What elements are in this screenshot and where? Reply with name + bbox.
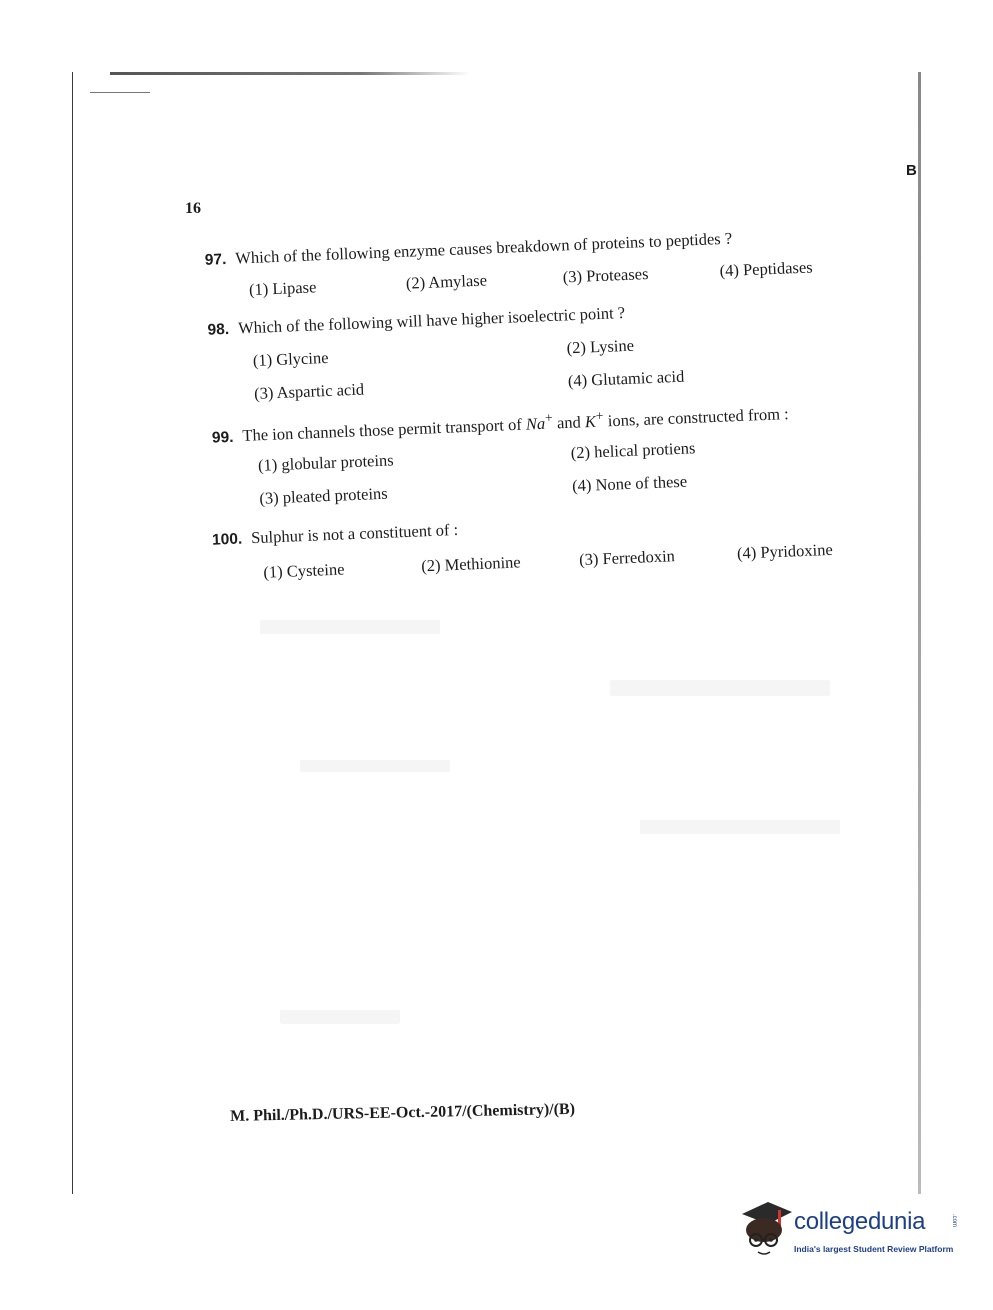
option-98-1: (1) Glycine — [252, 347, 329, 370]
brand-domain-suffix: .com — [951, 1214, 957, 1228]
option-97-4: (4) Peptidases — [719, 257, 813, 281]
question-number: 97. — [204, 250, 227, 269]
question-text: Which of the following will have higher isoelectric point ? — [237, 303, 626, 338]
sodium-ion: Na — [525, 413, 546, 434]
question-97 — [204, 229, 732, 270]
option-98-2: (2) Lysine — [566, 335, 635, 358]
option-98-3: (3) Aspartic acid — [253, 379, 365, 403]
brand-name: collegedunia — [794, 1208, 926, 1235]
option-99-2: (2) helical protiens — [570, 438, 696, 463]
ion-charge: + — [544, 409, 553, 426]
potassium-ion: K — [584, 411, 597, 432]
question-text: and — [552, 412, 586, 433]
option-98-4: (4) Glutamic acid — [567, 366, 685, 391]
question-100 — [212, 520, 459, 550]
option-97-1: (1) Lipase — [248, 277, 317, 300]
option-99-1: (1) globular proteins — [257, 450, 395, 475]
option-100-1: (1) Cysteine — [263, 559, 345, 582]
option-100-2: (2) Methionine — [420, 552, 521, 576]
option-97-2: (2) Amylase — [405, 270, 488, 293]
question-number: 99. — [211, 428, 234, 447]
collegedunia-watermark — [738, 1196, 963, 1266]
graduate-mascot-icon — [738, 1196, 794, 1260]
option-100-4: (4) Pyridoxine — [736, 539, 834, 563]
option-99-4: (4) None of these — [571, 471, 688, 496]
page-number: 16 — [185, 200, 201, 217]
option-100-3: (3) Ferredoxin — [578, 546, 676, 570]
option-99-3: (3) pleated proteins — [259, 483, 388, 508]
paper-set-letter: B — [906, 162, 917, 179]
paper-footer-code: M. Phil./Ph.D./URS-EE-Oct.-2017/(Chemistry)/(B) — [230, 1100, 576, 1125]
ion-charge: + — [595, 407, 604, 424]
brand-tagline: India's largest Student Review Platform — [794, 1244, 954, 1254]
question-number: 98. — [207, 320, 230, 339]
question-number: 100. — [211, 530, 243, 549]
question-text: ions, are constructed from : — [603, 404, 790, 431]
question-99 — [211, 401, 789, 448]
question-text: Which of the following enzyme causes breakdown of proteins to peptides ? — [234, 228, 733, 268]
option-97-3: (3) Proteases — [562, 264, 649, 287]
question-text: The ion channels those permit transport of — [242, 414, 527, 445]
question-98 — [207, 303, 625, 340]
question-text: Sulphur is not a constituent of : — [250, 519, 459, 548]
